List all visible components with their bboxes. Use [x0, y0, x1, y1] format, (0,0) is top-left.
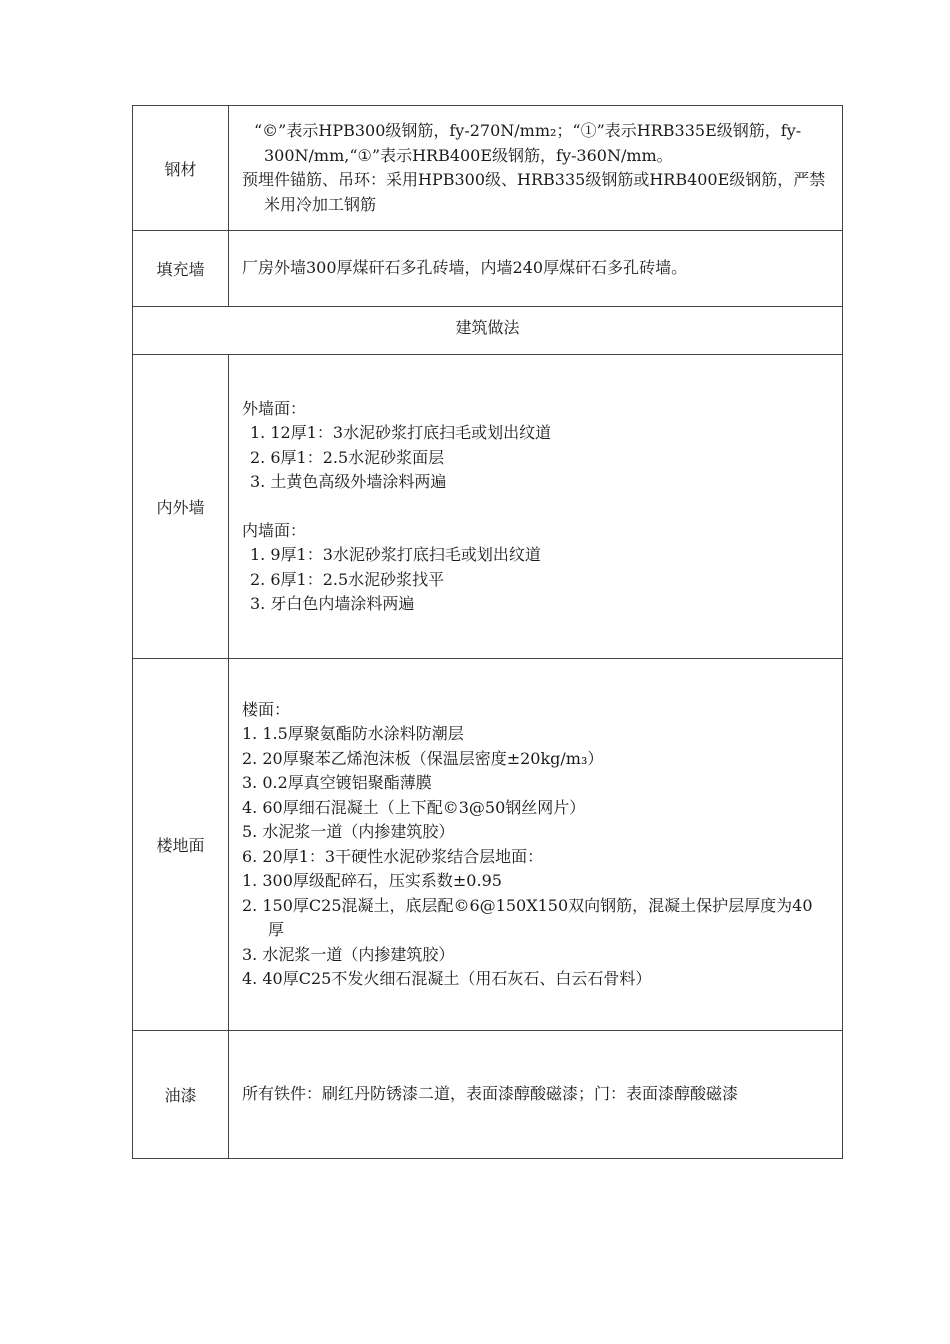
paint-content — [229, 1031, 843, 1159]
construction-spec-table — [132, 105, 843, 1159]
infill-label: 填充墙 — [133, 231, 229, 307]
floor-item: 5. 水泥浆一道（内掺建筑胶） — [242, 822, 455, 841]
infill-content — [229, 231, 843, 307]
floor-item: 3. 0.2厚真空镀铝聚酯薄膜 — [242, 773, 432, 792]
steel-row — [133, 106, 843, 231]
floor-item: 2. 150厚C25混凝土，底层配©6@150X150双向钢筋，混凝土保护层厚度为40厚 — [242, 895, 813, 939]
steel-line-1: “©”表示HPB300级钢筋，fy-270N/mm₂；“①”表示HRB335E级钢筋，fy-300N/mm,“①”表示HRB400E级钢筋，fy-360N/mm。 — [254, 121, 802, 165]
paint-row — [133, 1031, 843, 1159]
floor-item: 1. 300厚级配碎石，压实系数±0.95 — [242, 871, 502, 890]
walls-row — [133, 355, 843, 659]
interior-item: 1. 9厚1：3水泥砂浆打底扫毛或划出纹道 — [250, 545, 541, 564]
infill-row — [133, 231, 843, 307]
floor-item: 4. 60厚细石混凝土（上下配©3@50钢丝网片） — [242, 797, 586, 817]
floor-item: 6. 20厚1：3干硬性水泥砂浆结合层地面： — [242, 846, 544, 866]
floor-label: 楼地面 — [133, 659, 229, 1031]
interior-item: 2. 6厚1：2.5水泥砂浆找平 — [250, 569, 445, 589]
steel-content — [229, 106, 843, 231]
floor-item: 3. 水泥浆一道（内掺建筑胶） — [242, 944, 455, 964]
paint-label: 油漆 — [133, 1031, 229, 1159]
interior-item: 3. 牙白色内墙涂料两遍 — [250, 594, 415, 613]
floor-item: 2. 20厚聚苯乙烯泡沫板（保温层密度±20kg/m₃） — [242, 748, 604, 768]
section-row — [133, 307, 843, 355]
floor-content — [229, 659, 843, 1031]
walls-label: 内外墙 — [133, 355, 229, 659]
exterior-item: 3. 土黄色高级外墙涂料两遍 — [250, 472, 447, 491]
steel-label: 钢材 — [133, 106, 229, 231]
floor-item: 1. 1.5厚聚氨酯防水涂料防潮层 — [242, 724, 464, 743]
floor-title: 楼面： — [242, 699, 291, 719]
floor-item: 4. 40厚C25不发火细石混凝土（用石灰石、白云石骨料） — [242, 969, 652, 988]
exterior-item: 1. 12厚1：3水泥砂浆打底扫毛或划出纹道 — [250, 423, 552, 442]
paint-text: 所有铁件：刷红丹防锈漆二道，表面漆醇酸磁漆；门：表面漆醇酸磁漆 — [242, 1084, 739, 1104]
infill-text: 厂房外墙300厚煤矸石多孔砖墙，内墙240厚煤矸石多孔砖墙。 — [242, 258, 688, 278]
steel-line-2: 预埋件锚筋、吊环：采用HPB300级、HRB335级钢筋或HRB400E级钢筋，严禁米用冷加工钢筋 — [242, 170, 826, 214]
exterior-item: 2. 6厚1：2.5水泥砂浆面层 — [250, 447, 445, 467]
exterior-title: 外墙面： — [242, 398, 307, 418]
walls-content — [229, 355, 843, 659]
section-title: 建筑做法 — [133, 307, 843, 355]
interior-title: 内墙面： — [242, 520, 307, 540]
floor-row — [133, 659, 843, 1031]
